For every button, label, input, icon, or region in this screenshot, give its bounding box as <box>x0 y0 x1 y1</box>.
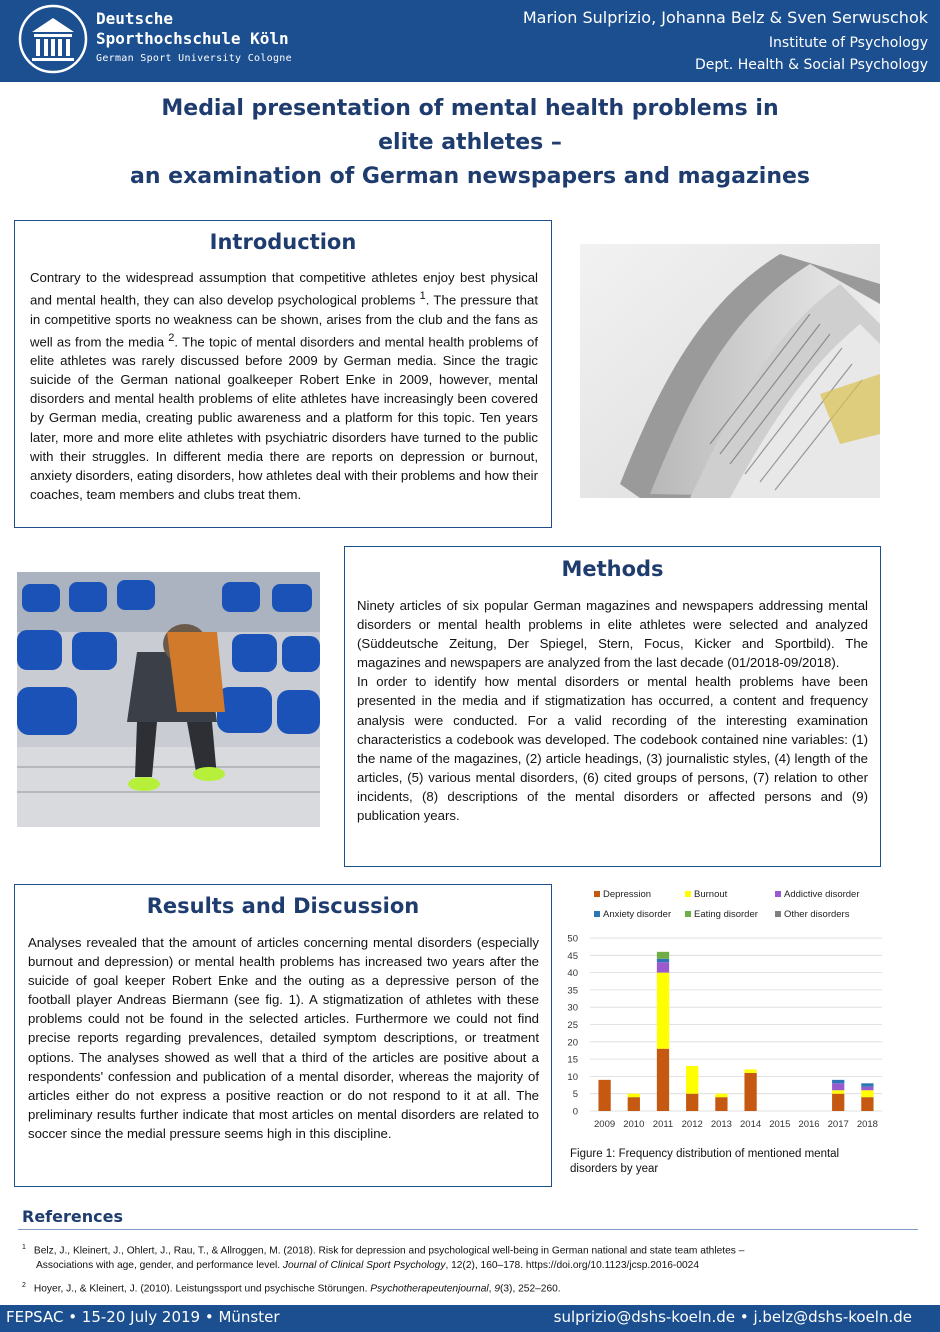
figure-caption: Figure 1: Frequency distribution of mentioned mental disorders by year <box>570 1148 840 1175</box>
university-name-line2: Sporthochschule Köln <box>96 29 289 48</box>
references-heading: References <box>22 1207 123 1226</box>
bar-segment <box>744 1073 756 1111</box>
introduction-heading: Introduction <box>209 230 357 254</box>
bar-segment <box>686 1094 698 1111</box>
introduction-text: Contrary to the widespread assumption that competitive athletes enjoy best physical and mental health, they can also develop psychological problems $^1$. The pressure that in competitive sports no weakness can be shown, arises from the club and the fans as well as from the media $^2$. The topic of mental disorders and mental health problems of elite athletes was rarely discussed before 2009 by German media. Since the tragic suicide of the German national goalkeeper Robert Enke in 2009, however, mental disorders and mental health problems of elite athletes have increasingly been covered by German media, creating public awareness and a platform for this topic. Ten years later, more and more elite athletes with psychiatric disorders have turned to the public with their struggles. In different media there are reports on depression or burnout, anxiety disorders, eating disorders, how athletes deal with their problems and how their coaches, team members and clubs treat them. <box>30 270 538 502</box>
y-tick-label: 50 <box>567 933 578 945</box>
y-tick-label: 0 <box>572 1106 578 1118</box>
bar-segment <box>686 1066 698 1094</box>
bar-segment <box>832 1080 844 1083</box>
legend-label: Anxiety disorder <box>603 909 672 920</box>
references-divider <box>18 1229 918 1230</box>
y-tick-label: 10 <box>567 1071 578 1083</box>
legend-swatch <box>594 911 600 917</box>
x-tick-label: 2015 <box>769 1119 791 1130</box>
reference-2: $^2$ Hoyer, J., & Kleinert, J. (2010). Leistungssport und psychische Störungen. Psychotherapeutenjournal, 9(3), 252–260. <box>22 1282 561 1295</box>
x-tick-label: 2009 <box>594 1119 616 1130</box>
y-tick-label: 30 <box>567 1002 578 1014</box>
methods-section <box>344 546 881 867</box>
frequency-chart <box>560 884 890 1134</box>
chart-bars <box>598 952 873 1111</box>
bar-segment <box>657 1049 669 1111</box>
x-tick-label: 2016 <box>798 1119 820 1130</box>
results-text: Analyses revealed that the amount of articles concerning mental disorders (especially burnout and depression) or mental health problems has increased two years after the suicide of goal keeper Robert Enke and the outing as a depressive person of the football player Andreas Biermann (see fig. 1). A stigmatization of athletes with these problems could not be found in the selected articles. Furthermore we could not find precise reports regarding prevalences, detailed symptom descriptions, or treatment options. The analyses showed as well that a third of the articles are positive about a respondents' confession and publication of a mental disorder, whereas the majority of articles either do not express a positive reaction or do not respond to it at all. The preliminary results further indicate that most articles on mental disorders are related to soccer since the medial pressure seems high in this discipline. <box>28 935 539 1141</box>
athlete-photo <box>17 572 320 827</box>
chart-y-ticks <box>567 934 578 1118</box>
bar-segment <box>657 973 669 1049</box>
y-tick-label: 15 <box>567 1054 578 1066</box>
x-tick-label: 2014 <box>740 1119 762 1130</box>
bar-segment <box>598 1080 610 1111</box>
bar-segment <box>628 1097 640 1111</box>
results-heading: Results and Discussion <box>146 894 420 918</box>
university-building-icon <box>18 4 88 74</box>
bar-segment <box>861 1087 873 1090</box>
bar-segment <box>628 1094 640 1097</box>
footer-bar <box>0 1305 940 1332</box>
legend-swatch <box>775 911 781 917</box>
bar-segment <box>657 962 669 972</box>
x-tick-label: 2012 <box>681 1119 703 1130</box>
contact-emails: sulprizio@dshs-koeln.de • j.belz@dshs-koeln.de <box>553 1308 912 1326</box>
institute: Institute of Psychology <box>768 35 928 51</box>
bar-segment <box>657 952 669 959</box>
y-tick-label: 45 <box>567 950 578 962</box>
bar-segment <box>715 1097 727 1111</box>
chart-x-ticks <box>594 1119 878 1130</box>
bar-segment <box>832 1094 844 1111</box>
bar-segment <box>832 1083 844 1090</box>
legend-swatch <box>775 891 781 897</box>
x-tick-label: 2017 <box>827 1119 849 1130</box>
methods-heading: Methods <box>561 557 664 581</box>
title-line-2: elite athletes – <box>378 130 562 155</box>
x-tick-label: 2013 <box>710 1119 732 1130</box>
bar-segment <box>657 959 669 962</box>
newspapers-photo <box>580 244 880 498</box>
bar-segment <box>715 1094 727 1097</box>
chart-legend <box>594 889 860 920</box>
legend-label: Eating disorder <box>694 909 758 920</box>
methods-text: Ninety articles of six popular German magazines and newspapers addressing mental disorders or mental health problems in elite athletes were selected and analyzed (Süddeutsche Zeitung, Der Spiegel, Stern, Focus, Kicker and Sportbild). The magazines and newspapers are analyzed from the last decade (01/2018-09/2018). In order to identify how mental disorders or mental health problems have been presented in the media and if stigmatization has occurred, a content and frequency analysis were conducted. For a valid recording of the interesting examination characteristics a codebook was developed. The codebook contained nine variables: (1) the name of the magazines, (2) article headings, (3) journalistic styles, (4) length of the articles, (5) various mental disorders, (6) cited groups of persons, (7) relation to other incidents, (8) descriptions of the mental disorders or affected persons and (9) publication years. <box>357 598 868 824</box>
bar-segment <box>861 1083 873 1086</box>
bar-segment <box>744 1069 756 1072</box>
y-tick-label: 35 <box>567 985 578 997</box>
x-tick-label: 2010 <box>623 1119 645 1130</box>
results-section <box>14 884 552 1187</box>
legend-swatch <box>685 911 691 917</box>
y-tick-label: 20 <box>567 1037 578 1049</box>
y-tick-label: 40 <box>567 968 578 980</box>
title-line-3: an examination of German newspapers and magazines <box>129 164 811 189</box>
x-tick-label: 2018 <box>856 1119 878 1130</box>
legend-label: Addictive disorder <box>784 889 860 900</box>
x-tick-label: 2011 <box>652 1119 674 1130</box>
legend-swatch <box>685 891 691 897</box>
legend-swatch <box>594 891 600 897</box>
bar-segment <box>861 1097 873 1111</box>
university-name-english: German Sport University Cologne <box>96 53 292 64</box>
legend-label: Depression <box>603 889 652 900</box>
y-tick-label: 25 <box>567 1020 578 1031</box>
header-bar <box>0 0 940 82</box>
legend-label: Other disorders <box>784 909 850 920</box>
bar-segment <box>861 1090 873 1097</box>
university-name-line1: Deutsche <box>96 9 174 28</box>
bar-segment <box>832 1090 844 1093</box>
introduction-section <box>14 220 552 528</box>
poster-title <box>40 92 900 194</box>
department: Dept. Health & Social Psychology <box>695 57 928 73</box>
title-line-1: Medial presentation of mental health problems in <box>161 96 779 121</box>
reference-1: $^1$ Belz, J., Kleinert, J., Ohlert, J., Rau, T., & Allroggen, M. (2018). Risk for depression and psychological well-being in German national and state team athletes – Associations with age, gender, and performance level. Journal of Clinical Sport Psychology, 12(2), 160–178. https://doi.org/10.1123/jcsp.2016-0024 <box>22 1244 745 1272</box>
authors: Marion Sulprizio, Johanna Belz & Sven Serwuschok <box>522 8 928 27</box>
legend-label: Burnout <box>694 889 728 900</box>
conference-info: FEPSAC • 15-20 July 2019 • Münster <box>6 1308 280 1326</box>
y-tick-label: 5 <box>572 1089 578 1101</box>
